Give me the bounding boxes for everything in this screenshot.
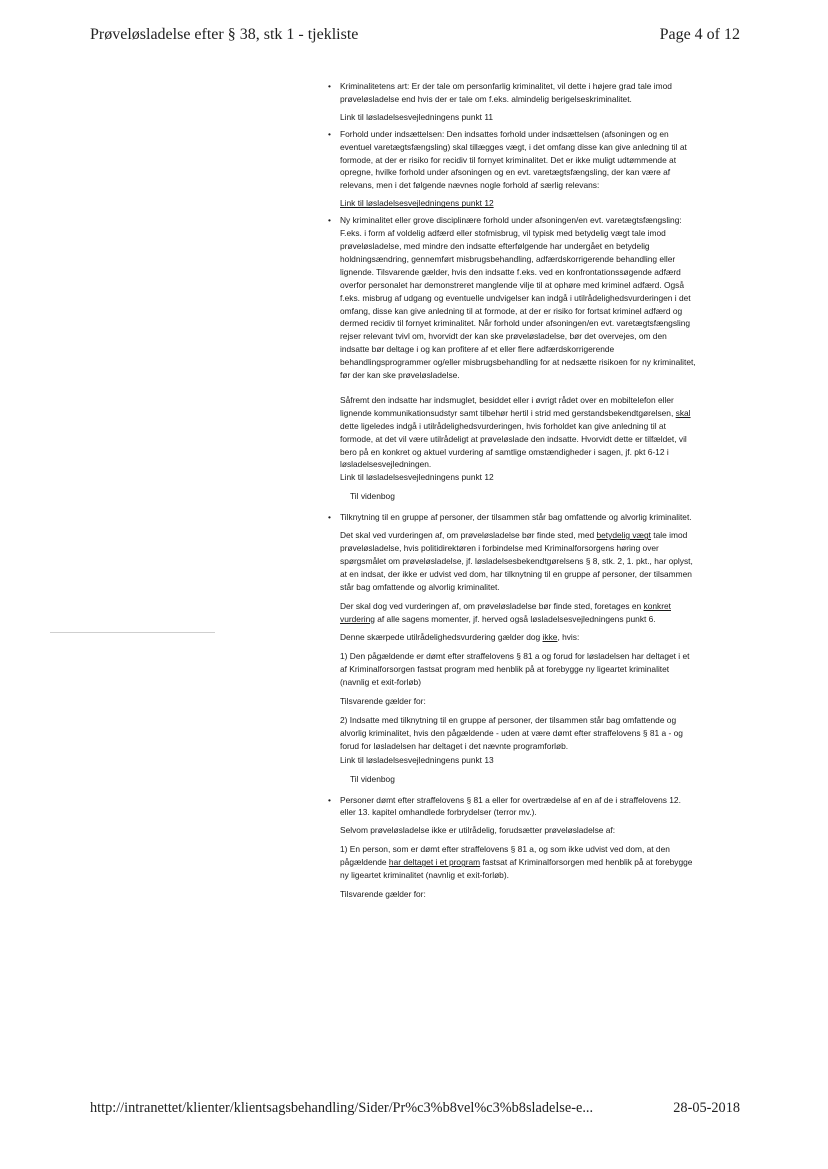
link-release-guide-11[interactable]: Link til løsladelsesvejledningens punkt 11 <box>340 111 494 122</box>
bullet-text: Tilknytning til en gruppe af personer, der tilsammen står bag omfattende og alvorlig kriminalitet. <box>340 512 692 523</box>
link-release-guide-13[interactable]: Link til løsladelsesvejledningens punkt 13 <box>340 754 494 765</box>
bullet-lead: Ny kriminalitet eller grove disciplinære forhold under afsoningen/en evt. varetægtsfængsling: <box>340 215 682 226</box>
paragraph-significant-weight <box>340 529 696 594</box>
underlined-text: ikke <box>542 632 558 643</box>
paragraph-condition-2: 2) Indsatte med tilknytning til en gruppe af personer, der tilsammen står bag omfattende og alvorlig kriminalitet, hvis den pågældende - uden at være dømt efter straffelovens § 81 a - og forud for løsladelsen har deltaget i det nævnte programforløb. <box>340 714 683 751</box>
bullet-text: F.eks. i form af voldelig adfærd eller stofmisbrug, vil typisk med betydelig vægt tale imod prøveløsladelse, med mindre den indsatte efterfølgende har undergået en betydelig holdningsændring, gennemført misbrugsbehandling, adfærdskorrigerende behandling eller lignende. Tilsvarende gælder, hvis den indsatte f.eks. ved en konfrontationssøgende adfærd overfor personalet har demonstreret manglende vilje til at ophøre med kriminel adfærd. Også f.eks. misbrug af udgang og eventuelle undvigelser kan indgå i utilrådelighedsvurderingen i det omfang, disse kan give anledning til at formode, at der er risiko for fortsat kriminel adfærd og dermed recidiv til fornyet kriminalitet. Når forhold under afsoningen/en evt. varetægtsfængsling rejser relevant tvivl om, hvorvidt der kan ske prøveløsladelse, bør det overvejes, om den indsatte bør deltage i og kan profitere af et eller flere adfærdskorrigerende behandlingsprogrammer og/eller misbrugsbehandling for at nedsætte risikoen for ny kriminalitet, før der kan ske prøveløsladelse. <box>340 228 696 381</box>
bullet-lead: Forhold under indsættelsen: <box>340 128 445 139</box>
link-release-guide-12[interactable]: Link til løsladelsesvejledningens punkt 12 <box>340 198 494 209</box>
paragraph-likewise-second: Tilsvarende gælder for: <box>340 888 426 899</box>
paragraph-concrete-assessment <box>340 600 696 626</box>
bullet-dot: • <box>328 794 331 805</box>
text: af alle sagens momenter, jf. herved også løsladelsesvejledningens punkt 6. <box>374 613 656 624</box>
underlined-text: konkret vurdering <box>340 600 671 624</box>
text: dette ligeledes indgå i utilrådelighedsvurderingen, hvis forholdet kan give anledning til at formode, at det vil være utilrådeligt at prøveløslade den indsatte. Hvorvidt dette er tilfældet, vil bero på en konkret og aktuel vurdering af samtlige omstændigheder i sagen, jf. pkt 6-12 i løsladelsesvejledningen. <box>340 420 687 470</box>
underlined-text: betydelig vægt <box>596 530 651 541</box>
document-title: Prøveløsladelse efter § 38, stk 1 - tjekliste <box>90 26 359 43</box>
text: 1) En person, som er dømt efter straffelovens § 81 a, og som ikke udvist ved dom, at den pågældende <box>340 844 670 868</box>
text: Det skal ved vurderingen af, om prøveløsladelse bør finde sted, med <box>340 530 597 541</box>
bullet-group-affiliation <box>328 511 696 524</box>
bullet-new-crime <box>328 214 696 382</box>
underlined-text: har deltaget i et program <box>388 857 481 868</box>
bullet-dot: • <box>328 512 331 523</box>
footer-date: 28-05-2018 <box>673 1100 740 1116</box>
underlined-text: skal <box>675 407 691 418</box>
paragraph-condition-1: 1) Den pågældende er dømt efter straffelovens § 81 a og forud for løsladelsen har deltaget i et af Kriminalforsorgen fastsat program med henblik på at forebygge ny ligeartet kriminalitet (navnlig et exit-forløb) <box>340 651 690 688</box>
paragraph-even-if: Selvom prøveløsladelse ikke er utilrådelig, forudsætter prøveløsladelse af: <box>340 825 616 836</box>
bullet-conditions-during-incarceration <box>328 128 696 193</box>
paragraph-exception <box>340 631 696 644</box>
paragraph-person-convicted <box>340 843 696 882</box>
bullet-text: Personer dømt efter straffelovens § 81 a eller for overtrædelse af en af de i straffelovens 12. eller 13. kapitel omhandlede forbrydelser (terror mv.). <box>340 794 681 818</box>
bullet-dot: • <box>328 128 331 139</box>
paragraph-likewise: Tilsvarende gælder for: <box>340 696 426 707</box>
text: Der skal dog ved vurderingen af, om prøveløsladelse bør finde sted, foretages en <box>340 600 644 611</box>
bullet-dot: • <box>328 215 331 226</box>
bullet-crime-type <box>328 80 696 106</box>
link-knowledge-book[interactable]: Til videnbog <box>350 491 395 502</box>
bullet-terror-convictions <box>328 794 696 820</box>
bullet-text: Er der tale om personfarlig kriminalitet, vil dette i højere grad tale imod prøveløsladelse end hvis der er tale om f.eks. almindelig berigelseskriminalitet. <box>340 81 672 104</box>
page-number: Page 4 of 12 <box>659 26 740 43</box>
link-knowledge-book-second[interactable]: Til videnbog <box>350 773 395 784</box>
paragraph-mobile-phone <box>340 394 696 471</box>
text: fastsat af Kriminalforsorgen med henblik på at forebygge ny ligeartet kriminalitet (navnlig et exit-forløb). <box>340 857 693 881</box>
footer-url: http://intranettet/klienter/klientsagsbehandling/Sider/Pr%c3%b8vel%c3%b8sladelse-e... <box>90 1100 594 1116</box>
scan-speck <box>50 632 215 633</box>
link-release-guide-12-second[interactable]: Link til løsladelsesvejledningens punkt 12 <box>340 472 494 483</box>
bullet-text: Den indsattes forhold under indsættelsen (afsoningen og en eventuel varetægtsfængsling) skal tillægges vægt, i det omfang disse kan give anledning til at formode, at der er risiko for recidiv til fornyet kriminalitet. Det er ikke muligt udtømmende at opregne, hvilke forhold under afsoningen og en evt. varetægtsfængsling, der kan være af relevans, men i det følgende nævnes nogle forhold af særlig relevans: <box>340 128 687 191</box>
text: Såfremt den indsatte har indsmuglet, besiddet eller i øvrigt rådet over en mobiltelefon eller lignende kommunikationsudstyr samt tilbehør hertil i strid med gerstandsbekendtgørelsen, <box>340 394 676 418</box>
bullet-lead: Kriminalitetens art: <box>340 81 410 91</box>
bullet-dot: • <box>328 81 331 91</box>
text: tale imod prøveløsladelse, hvis politidirektøren i forbindelse med Kriminalforsorgens høring over spørgsmålet om prøveløsladelse, jf. løsladelsesbekendtgørelsens § 8, stk. 2, 1. pkt., har oplyst, at en indsat, der ikke er udvist ved dom, har tilknytning til en gruppe af personer, der tilsammen står bag omfattende og alvorlig kriminalitet. <box>340 530 693 592</box>
checklist-content <box>328 80 696 907</box>
text: Denne skærpede utilrådelighedsvurdering gælder dog <box>340 632 543 643</box>
text: , hvis: <box>557 632 580 643</box>
